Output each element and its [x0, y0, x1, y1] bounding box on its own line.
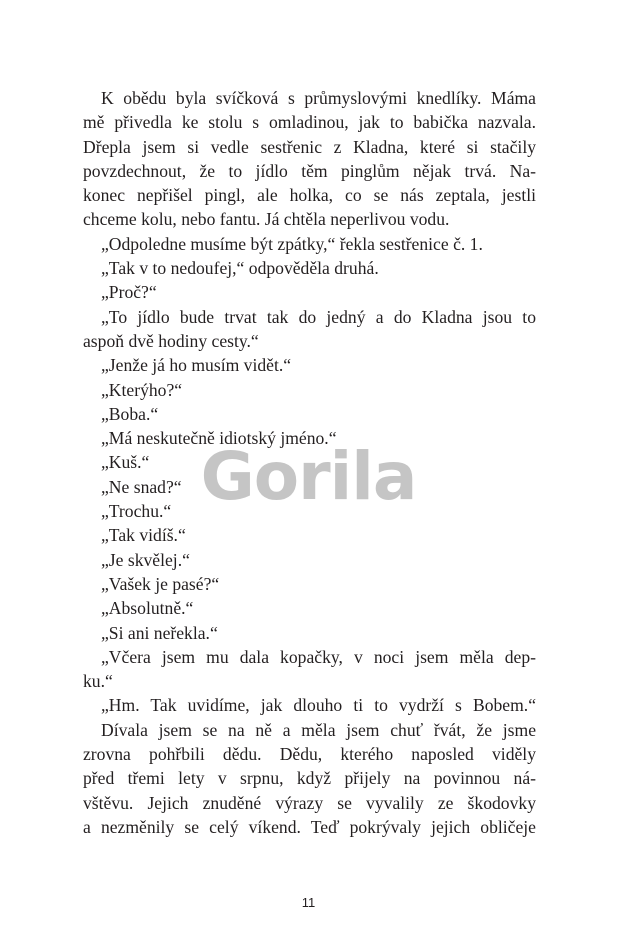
text-line: chceme kolu, nebo fantu. Já chtěla neperlivou vodu.	[83, 209, 450, 230]
text-line: před třemi lety v srpnu, když přijely na povinnou ná-	[83, 768, 536, 789]
text-line: „Absolutně.“	[101, 598, 194, 619]
page-body-text	[83, 86, 536, 839]
text-line: povzdechnout, že to jídlo těm pinglům nějak trvá. Na-	[83, 160, 536, 181]
text-line: „Hm. Tak uvidíme, jak dlouho ti to vydrží s Bobem.“	[101, 695, 536, 716]
text-line: a nezměnily se celý víkend. Teď pokrývaly jejich obličeje	[83, 816, 536, 837]
text-line: „Boba.“	[101, 403, 159, 424]
text-line: „Má neskutečně idiotský jméno.“	[101, 428, 337, 449]
page-number: 11	[301, 895, 316, 910]
text-line: ku.“	[83, 671, 113, 692]
text-line: mě přivedla ke stolu s omladinou, jak to babička nazvala.	[83, 112, 536, 133]
text-line: „Vašek je pasé?“	[101, 573, 220, 594]
text-line: vštěvu. Jejich znuděné výrazy se vyvalily ze škodovky	[83, 792, 536, 813]
text-line: Dřepla jsem si vedle sestřenic z Kladna, které si stačily	[83, 136, 536, 157]
text-line: K obědu byla svíčková s průmyslovými knedlíky. Máma	[101, 88, 536, 108]
text-line: „Odpoledne musíme být zpátky,“ řekla sestřenice č. 1.	[101, 233, 483, 254]
text-line: aspoň dvě hodiny cesty.“	[83, 330, 259, 351]
text-line: Dívala jsem se na ně a měla jsem chuť řvát, že jsme	[101, 719, 536, 740]
text-line: „Tak v to nedoufej,“ odpověděla druhá.	[101, 258, 379, 279]
text-line: „Trochu.“	[101, 501, 172, 522]
text-line: „Kuš.“	[101, 452, 150, 473]
text-line: „Kterýho?“	[101, 379, 183, 400]
text-line: „Ne snad?“	[101, 476, 182, 497]
text-line: „Si ani neřekla.“	[101, 622, 218, 643]
text-line: „Tak vidíš.“	[101, 525, 186, 546]
watermark-logo: Gorila	[200, 438, 417, 515]
text-line: „Včera jsem mu dala kopačky, v noci jsem měla dep-	[101, 646, 536, 667]
text-line: „Proč?“	[101, 282, 157, 303]
text-line: „To jídlo bude trvat tak do jedný a do Kladna jsou to	[101, 306, 536, 327]
text-line: „Jenže já ho musím vidět.“	[101, 355, 292, 376]
text-line: „Je skvělej.“	[101, 549, 190, 570]
text-line: zrovna pohřbili dědu. Dědu, kterého naposled viděly	[83, 744, 536, 765]
text-line: konec nepřišel pingl, ale holka, co se nás zeptala, jestli	[83, 185, 536, 206]
